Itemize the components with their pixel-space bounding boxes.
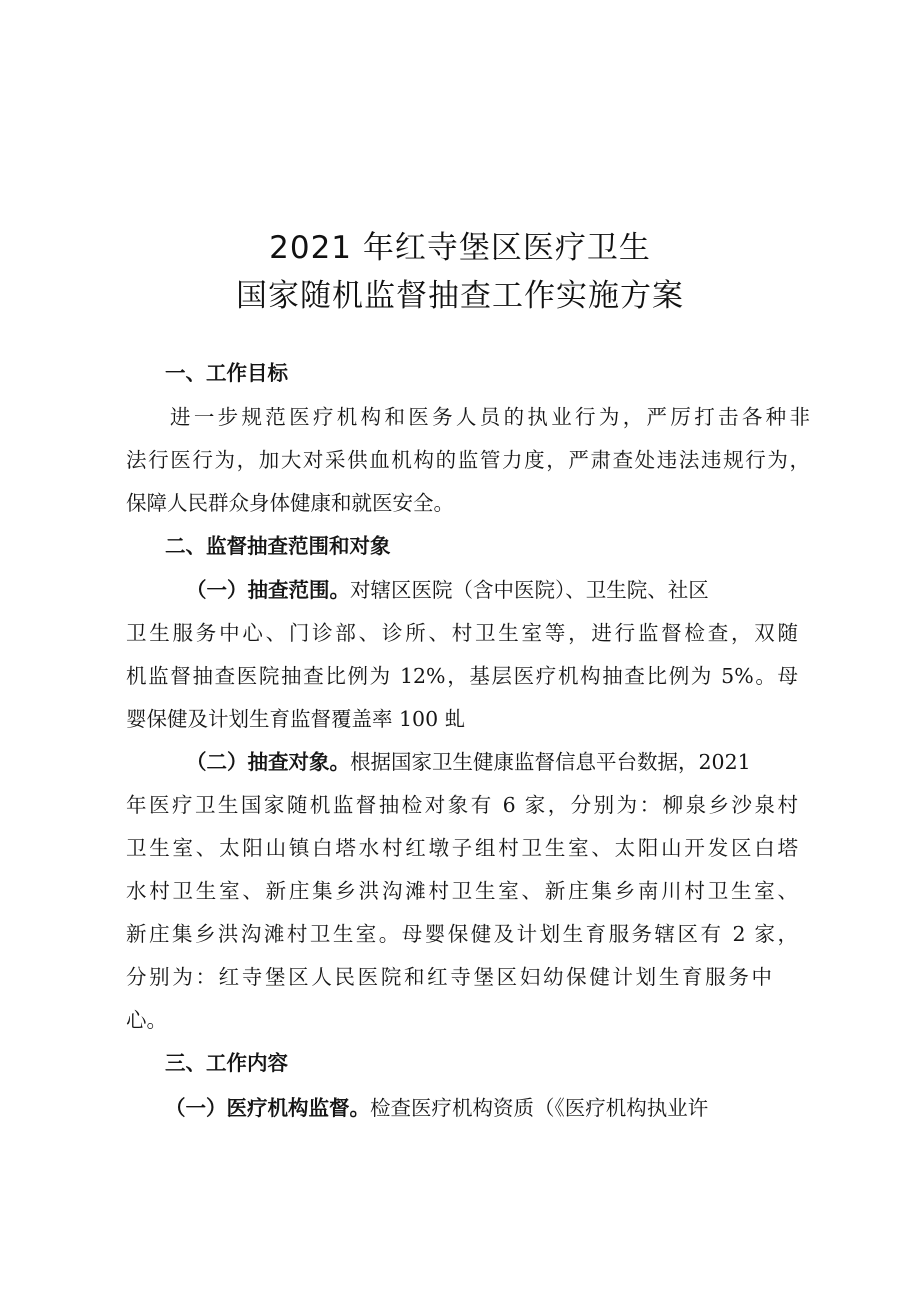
section-2-sub-2-line-3: 卫生室、太阳山镇白塔水村红墩子组村卫生室、太阳山开发区白塔: [126, 836, 798, 860]
section-2-sub-1-line-3: 机监督抽查医院抽查比例为 12%，基层医疗机构抽查比例为 5%。母: [126, 664, 798, 688]
document-title-line-2: 国家随机监督抽查工作实施方案: [236, 278, 684, 314]
section-1-line-1: 进一步规范医疗机构和医务人员的执业行为，严厉打击各种非: [170, 405, 810, 429]
section-3-heading: 三、工作内容: [165, 1051, 288, 1075]
section-2-heading: 二、监督抽查范围和对象: [165, 534, 391, 558]
section-2-sub-2-line-5: 新庄集乡洪沟滩村卫生室。母婴保健及计划生育服务辖区有 2 家，: [126, 922, 798, 946]
section-3-sub-1-label: （一）医疗机构监督。: [165, 1096, 370, 1120]
section-2-sub-1-line-2: 卫生服务中心、门诊部、诊所、村卫生室等，进行监督检查，双随: [126, 621, 798, 645]
section-2-sub-1-line-4: 婴保健及计划生育监督覆盖率 100 虬: [126, 707, 466, 731]
section-2-sub-2-line-7: 心。: [126, 1008, 167, 1032]
section-2-sub-2-line-2: 年医疗卫生国家随机监督抽检对象有 6 家，分别为：柳泉乡沙泉村: [126, 793, 798, 817]
section-2-sub-2-label: （二）抽查对象。: [186, 750, 350, 774]
section-2-sub-1-first-line: [186, 575, 709, 605]
document-title-line-1: 2021 年红寺堡区医疗卫生: [269, 230, 651, 266]
section-2-sub-2-first-line: [186, 747, 751, 777]
section-2-sub-2-first-text: 根据国家卫生健康监督信息平台数据，2021: [350, 750, 751, 774]
section-2-sub-2-line-4: 水村卫生室、新庄集乡洪沟滩村卫生室、新庄集乡南川村卫生室、: [126, 879, 798, 903]
section-3-sub-1-first-line: [165, 1093, 708, 1123]
section-3-sub-1-first-text: 检查医疗机构资质（《医疗机构执业许: [370, 1096, 709, 1120]
section-2-sub-1-label: （一）抽查范围。: [186, 578, 350, 602]
section-2-sub-2-line-6: 分别为：红寺堡区人民医院和红寺堡区妇幼保健计划生育服务中: [126, 965, 772, 989]
section-2-sub-1-first-text: 对辖区医院（含中医院）、卫生院、社区: [350, 578, 709, 602]
section-1-line-3: 保障人民群众身体健康和就医安全。: [126, 491, 454, 515]
section-1-heading: 一、工作目标: [165, 361, 288, 385]
section-1-line-2: 法行医行为，加大对采供血机构的监管力度，严肃查处违法违规行为，: [126, 448, 810, 472]
